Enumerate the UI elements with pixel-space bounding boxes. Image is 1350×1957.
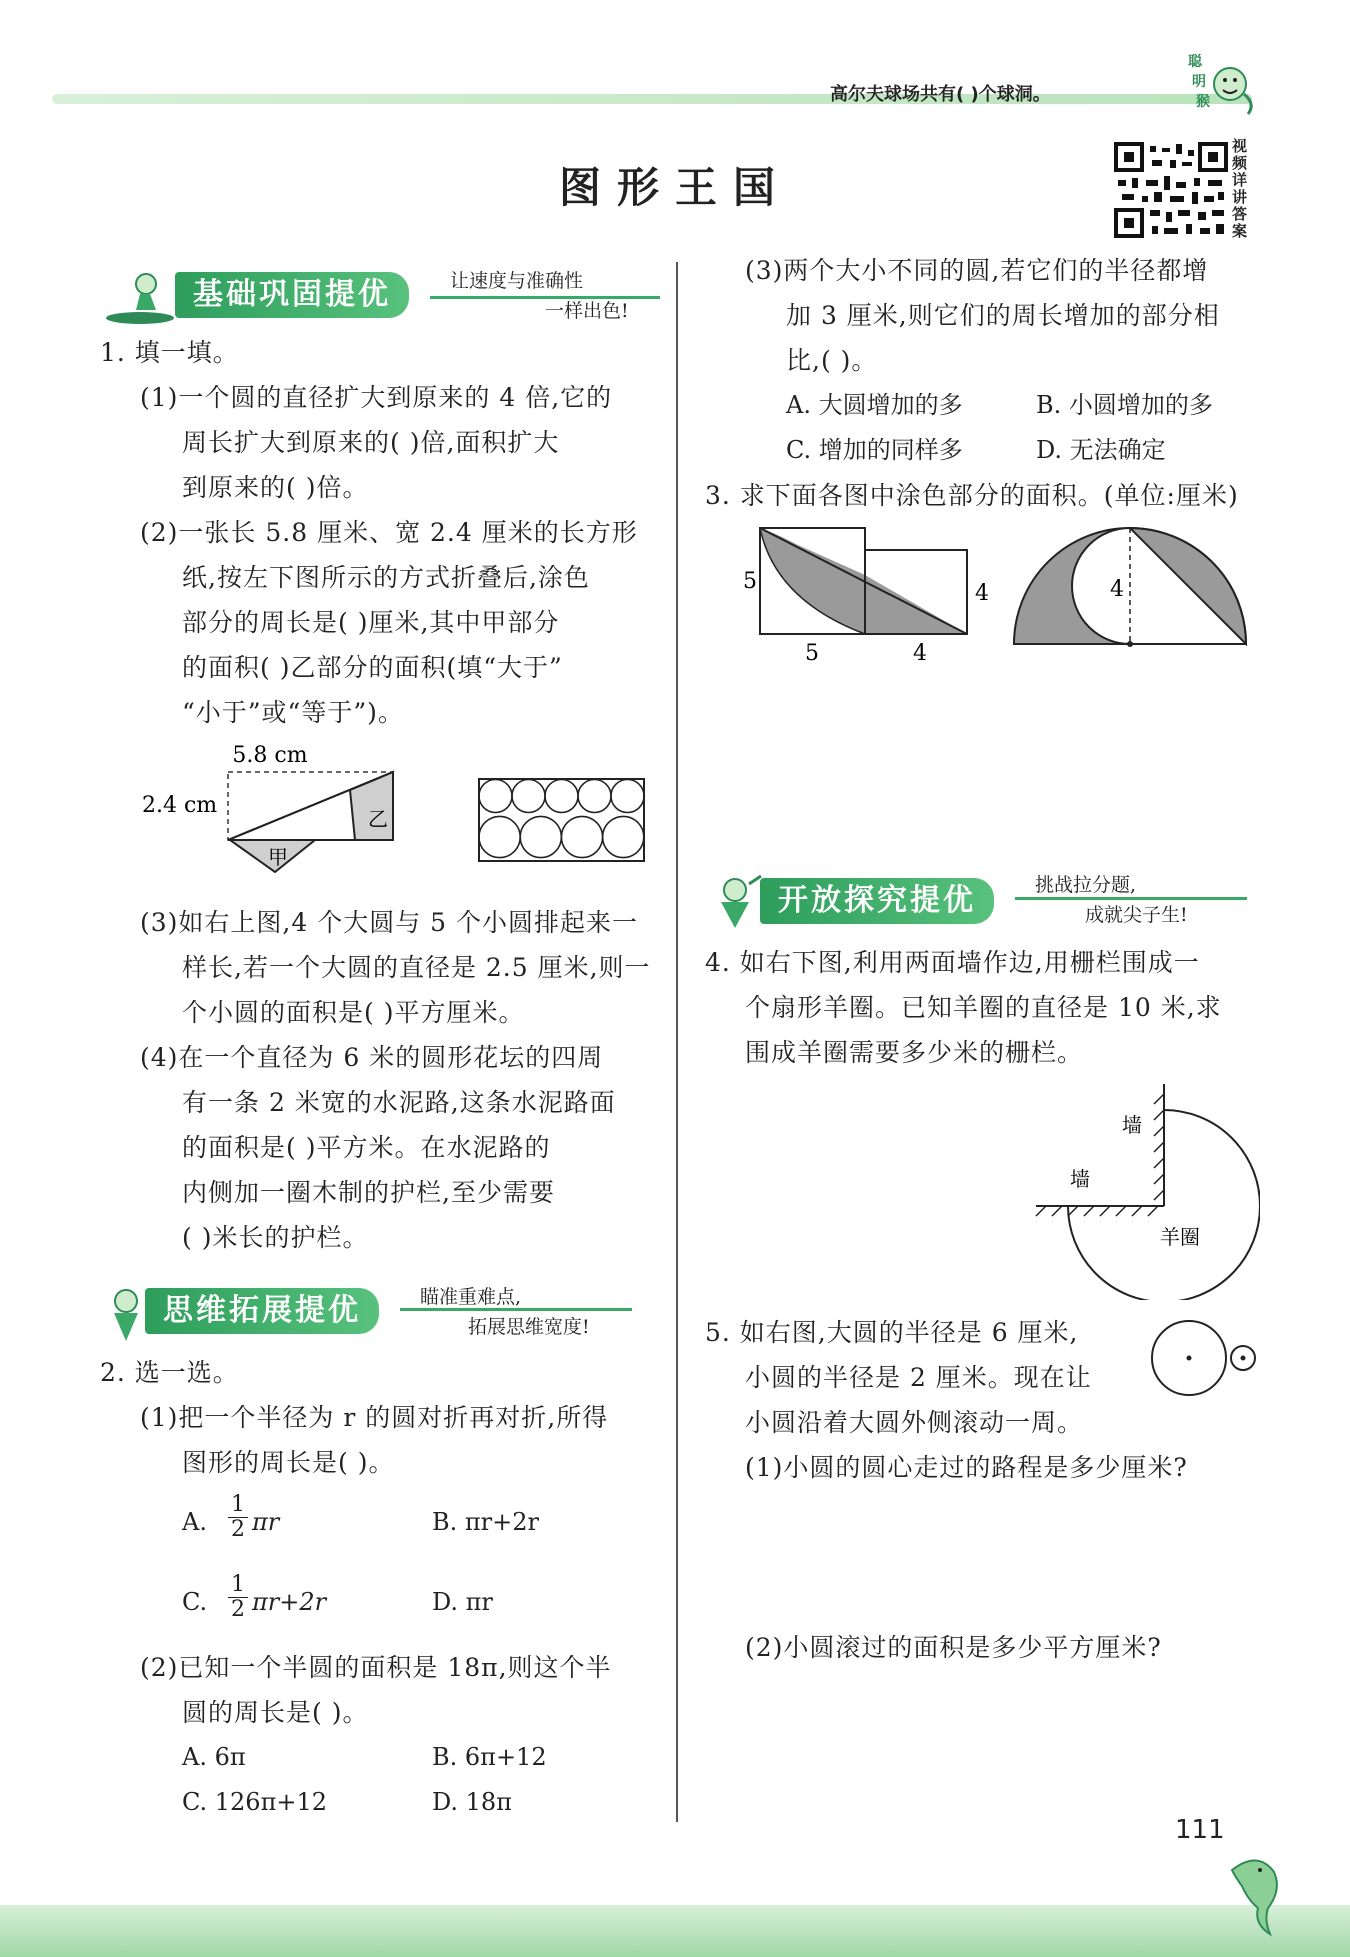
fraction-numerator: 1 [228,1573,248,1598]
q1-p1-line3: 到原来的( )倍。 [182,473,369,502]
q1-p4-line4: 内侧加一圈木制的护栏,至少需要 [182,1178,555,1207]
q2-p1-option-a-fraction [228,1493,248,1542]
column-divider [676,262,678,1822]
explorer-mascot-icon [705,872,765,932]
fig-left-label: 2.4 cm [142,793,218,818]
slogan-thinking-2: 拓展思维宽度! [468,1316,590,1338]
page-number: 111 [1175,1815,1225,1845]
q1-p3-line3: 个小圆的面积是( )平方厘米。 [182,998,525,1027]
q2-p3-option-c: C. 增加的同样多 [786,436,963,464]
q2-p2-option-a: A. 6π [182,1743,246,1771]
circles-row-figure [475,775,650,865]
q4-sheep-pen-figure [1030,1080,1260,1300]
fig-top-label: 5.8 cm [232,743,308,768]
fraction-numerator: 1 [228,1493,248,1518]
q2-p1-option-b: B. πr+2r [432,1508,539,1536]
fig-yi-label: 乙 [368,807,388,831]
q5-sub2: (2)小圆滚过的面积是多少平方厘米? [745,1633,1162,1662]
q3-figure-squares [735,520,995,670]
q1-p4-line3: 的面积是( )平方米。在水泥路的 [182,1133,551,1162]
q2-p3-line1: (3)两个大小不同的圆,若它们的半径都增 [745,256,1209,285]
q3-fig1-label-5-left: 5 [743,569,757,594]
svg-text:猴: 猴 [1196,94,1210,110]
q5-sub1: (1)小圆的圆心走过的路程是多少厘米? [745,1453,1188,1482]
slogan-open-2: 成就尖子生! [1085,904,1188,926]
q2-p3-line3: 比,( )。 [786,346,878,375]
q1-p2-line2: 纸,按左下图所示的方式折叠后,涂色 [182,563,590,592]
qr-code-icon[interactable] [1112,140,1230,240]
q1-p1-line1: (1)一个圆的直径扩大到原来的 4 倍,它的 [140,383,613,412]
q2-p3-option-d: D. 无法确定 [1036,436,1166,464]
q2-p1-option-c-fraction [228,1573,248,1622]
thinker-mascot-icon [100,1285,150,1345]
q1-p4-line5: ( )米长的护栏。 [182,1223,369,1252]
folded-paper-figure [140,740,410,890]
q2-p3-line2: 加 3 厘米,则它们的周长增加的部分相 [786,301,1220,330]
qr-caption: 视频详讲答案 [1232,137,1248,240]
q2-p1-option-d: D. πr [432,1588,493,1616]
q5-line2: 小圆的半径是 2 厘米。现在让 [745,1363,1092,1392]
slogan-open-1: 挑战拉分题, [1035,874,1137,896]
page-title: 图形王国 [558,163,791,212]
dolphin-icon [1218,1850,1288,1940]
q1-p2-line4: 的面积( )乙部分的面积(填“大于” [182,653,563,682]
q2-p1-option-c-tail: πr+2r [252,1588,327,1616]
slogan-thinking-1: 瞄准重难点, [420,1286,522,1308]
slogan-underline [400,1308,632,1311]
fraction-denominator: 2 [231,1517,245,1542]
q1-heading: 1. 填一填。 [100,338,239,367]
q5-line3: 小圆沿着大圆外侧滚动一周。 [745,1408,1084,1437]
slogan-basic-2: 一样出色! [545,300,629,322]
q2-p1-option-c-label: C. [182,1588,208,1616]
monkey-mascot-icon [1178,50,1258,120]
svg-text:明: 明 [1192,74,1206,90]
skater-mascot-icon [100,270,180,326]
q4-wall-label-2: 墙 [1070,1167,1090,1191]
svg-text:聪: 聪 [1188,54,1202,70]
header-band [52,94,1252,104]
header-riddle: 高尔夫球场共有( )个球洞。 [830,84,1051,105]
q4-line1: 4. 如右下图,利用两面墙作边,用栅栏围成一 [705,948,1200,977]
q4-pen-label: 羊圈 [1160,1225,1200,1249]
q1-p2-line5: “小于”或“等于”)。 [182,698,404,727]
banner-open: 开放探究提优 [760,878,994,924]
q2-p1-option-a-tail: πr [252,1508,280,1536]
q1-p2-line1: (2)一张长 5.8 厘米、宽 2.4 厘米的长方形 [140,518,638,547]
banner-thinking: 思维拓展提优 [145,1288,379,1334]
q2-p1-option-a-label: A. [182,1508,207,1536]
footer-band [0,1905,1350,1957]
q3-fig1-label-5-bottom: 5 [805,641,819,666]
q3-heading: 3. 求下面各图中涂色部分的面积。(单位:厘米) [705,481,1239,510]
q3-fig2-label-4: 4 [1110,577,1124,602]
q3-fig1-label-4-bottom: 4 [913,641,927,666]
slogan-basic-1: 让速度与准确性 [450,270,584,292]
q2-heading: 2. 选一选。 [100,1358,239,1387]
fraction-denominator: 2 [231,1597,245,1622]
q5-line1: 5. 如右图,大圆的半径是 6 厘米, [705,1318,1079,1347]
q2-p3-option-a: A. 大圆增加的多 [786,391,963,419]
q1-p4-line2: 有一条 2 米宽的水泥路,这条水泥路面 [182,1088,616,1117]
q2-p2-option-c: C. 126π+12 [182,1788,327,1816]
q4-wall-label-1: 墙 [1122,1113,1142,1137]
q1-p2-line3: 部分的周长是( )厘米,其中甲部分 [182,608,560,637]
q2-p1-line1: (1)把一个半径为 r 的圆对折再对折,所得 [140,1403,609,1432]
q2-p2-option-d: D. 18π [432,1788,512,1816]
q1-p4-line1: (4)在一个直径为 6 米的圆形花坛的四周 [140,1043,604,1072]
q2-p3-option-b: B. 小圆增加的多 [1036,391,1213,419]
q2-p2-line2: 圆的周长是( )。 [182,1698,369,1727]
q4-line2: 个扇形羊圈。已知羊圈的直径是 10 米,求 [745,993,1222,1022]
q2-p2-line1: (2)已知一个半圆的面积是 18π,则这个半 [140,1653,612,1682]
fig-jia-label: 甲 [268,845,288,869]
q1-p3-line1: (3)如右上图,4 个大圆与 5 个小圆排起来一 [140,908,639,937]
banner-basic: 基础巩固提优 [175,272,409,318]
q4-line3: 围成羊圈需要多少米的栅栏。 [745,1038,1084,1067]
q1-p3-line2: 样长,若一个大圆的直径是 2.5 厘米,则一 [182,953,651,982]
q1-p1-line2: 周长扩大到原来的( )倍,面积扩大 [182,428,560,457]
q5-circles-figure [1145,1318,1260,1400]
q3-fig1-label-4-right: 4 [975,581,989,606]
q3-figure-semicircle [1010,520,1250,650]
q2-p2-option-b: B. 6π+12 [432,1743,547,1771]
q2-p1-line2: 图形的周长是( )。 [182,1448,395,1477]
